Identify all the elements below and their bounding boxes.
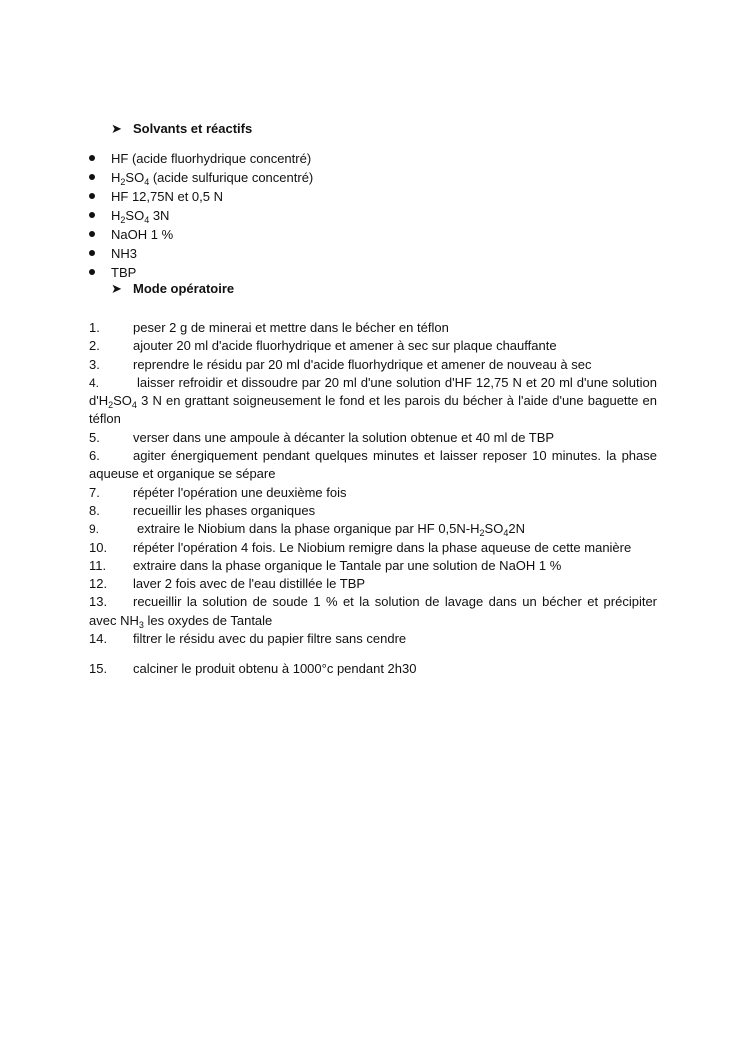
- subscript: 2: [479, 528, 485, 539]
- step-item: 15. calciner le produit obtenu à 1000°c pendant 2h30: [89, 661, 417, 677]
- text-segment: (acide sulfurique concentré): [149, 170, 314, 185]
- text-segment: extraire le Niobium dans la phase organique par HF 0,5N-H: [137, 521, 480, 537]
- list-item: [89, 187, 689, 206]
- text-segment: ajouter 20 ml d'acide fluorhydrique et amener à sec sur plaque chauffante: [133, 338, 557, 354]
- text-segment: SO: [113, 393, 132, 409]
- bullet-dot-icon: [89, 174, 95, 180]
- step-item: 3. reprendre le résidu par 20 ml d'acide fluorhydrique et amener de nouveau à sec: [89, 356, 592, 372]
- bullet-dot-icon: [89, 250, 95, 256]
- text-segment: peser 2 g de minerai et mettre dans le bécher en téflon: [133, 320, 449, 335]
- text-segment: TBP: [111, 265, 137, 280]
- subscript: 2: [120, 177, 126, 187]
- step-item: 7. répéter l'opération une deuxième fois: [89, 484, 347, 500]
- step-item: 2. ajouter 20 ml d'acide fluorhydrique et amener à sec sur plaque chauffante: [89, 338, 557, 354]
- bullet-dot-icon: [89, 269, 95, 275]
- text-segment: calciner le produit obtenu à 1000°c pendant 2h30: [133, 661, 417, 677]
- text-segment: verser dans une ampoule à décanter la solution obtenue et 40 ml de TBP: [133, 429, 555, 445]
- step-item: 4. laisser refroidir et dissoudre par 20 ml d'une solution d'HF 12,75 N et 20 ml d'une solution $d'H_2SO_4$ 3 N en grattant soigneusement le fond et les parois du bécher à l'aide d'une baguette en téflon: [89, 374, 657, 427]
- bullet-dot-icon: [89, 231, 95, 237]
- step-item: 8. recueillir les phases organiques: [89, 502, 316, 518]
- text-segment: HF 12,75N et 0,5 N: [111, 189, 223, 204]
- step-item: 10. répéter l'opération 4 fois. Le Niobium remigre dans la phase aqueuse de cette manière: [89, 539, 632, 555]
- step-item: 9. extraire le Niobium dans la phase organique par HF $0,5N-H_2SO_42N$: [89, 521, 525, 539]
- subscript: 2: [120, 215, 126, 225]
- list-item: [89, 206, 689, 225]
- text-segment: recueillir les phases organiques: [133, 502, 316, 518]
- bullet-dot-icon: [89, 212, 95, 218]
- arrow-bullet-icon: ➤: [111, 121, 122, 136]
- text-segment: 3N: [149, 208, 170, 223]
- text-segment: SO: [484, 521, 504, 537]
- text-segment: HF (acide fluorhydrique concentré): [111, 151, 312, 166]
- text-segment: recueillir la solution de soude 1 % et la solution de lavage dans un bécher et précipiter avec NH: [89, 594, 657, 628]
- subscript: 4: [131, 400, 137, 411]
- text-segment: SO: [125, 208, 145, 223]
- subscript: 4: [144, 177, 150, 187]
- subscript: 2: [108, 400, 114, 411]
- text-segment: les oxydes de Tantale: [143, 612, 273, 628]
- subscript: 4: [144, 215, 150, 225]
- list-item: [89, 225, 689, 244]
- list-item: [89, 149, 689, 168]
- step-item: 1. peser 2 g de minerai et mettre dans le bécher en téflon: [89, 320, 449, 335]
- text-segment: 3 N en grattant soigneusement le fond et les parois du bécher à l'aide d'une baguette en téflon: [89, 393, 657, 427]
- text-segment: laver 2 fois avec de l'eau distillée le TBP: [133, 576, 366, 592]
- step-item: 13. recueillir la solution de soude 1 % et la solution de lavage dans un bécher et précipiter avec $NH_3$ les oxydes de Tantale: [89, 594, 657, 630]
- arrow-bullet-icon: ➤: [111, 281, 122, 296]
- step-item: 11. extraire dans la phase organique le Tantale par une solution de NaOH 1 %: [89, 557, 562, 573]
- subscript: 3: [138, 619, 144, 630]
- text-segment: NaOH 1 %: [111, 227, 174, 242]
- step-item: 6. agiter énergiquement pendant quelques minutes et laisser reposer 10 minutes. la phase aqueuse et organique se sépare: [89, 448, 657, 482]
- list-item: [89, 244, 689, 263]
- text-segment: extraire dans la phase organique le Tantale par une solution de NaOH 1 %: [133, 557, 562, 573]
- text-segment: agiter énergiquement pendant quelques minutes et laisser reposer 10 minutes. la phase aqueuse et organique se sépare: [89, 448, 657, 482]
- step-item: 5. verser dans une ampoule à décanter la solution obtenue et 40 ml de TBP: [89, 429, 555, 445]
- text-segment: 2N: [508, 521, 525, 537]
- text-segment: SO: [125, 170, 145, 185]
- bullet-dot-icon: [89, 193, 95, 199]
- procedure-steps: [89, 319, 657, 679]
- step-item: 14. filtrer le résidu avec du papier filtre sans cendre: [89, 631, 407, 647]
- subscript: 4: [503, 528, 509, 539]
- text-segment: H: [111, 208, 121, 223]
- step-item: 12. laver 2 fois avec de l'eau distillée le TBP: [89, 576, 366, 592]
- reagent-list: [89, 149, 689, 282]
- list-item: [89, 168, 689, 187]
- bullet-dot-icon: [89, 155, 95, 161]
- text-segment: répéter l'opération 4 fois. Le Niobium remigre dans la phase aqueuse de cette manière: [133, 539, 632, 555]
- section-heading-solvents: ➤ Solvants et réactifs: [111, 121, 253, 136]
- text-segment: laisser refroidir et dissoudre par 20 ml d'une solution d'HF 12,75 N et 20 ml d'une solution d'H: [89, 374, 657, 409]
- section-heading-procedure: ➤ Mode opératoire: [111, 281, 235, 296]
- text-segment: NH3: [111, 246, 138, 261]
- text-segment: H: [111, 170, 121, 185]
- text-segment: répéter l'opération une deuxième fois: [133, 484, 347, 500]
- text-segment: filtrer le résidu avec du papier filtre sans cendre: [133, 631, 407, 647]
- text-segment: reprendre le résidu par 20 ml d'acide fluorhydrique et amener de nouveau à sec: [133, 356, 592, 372]
